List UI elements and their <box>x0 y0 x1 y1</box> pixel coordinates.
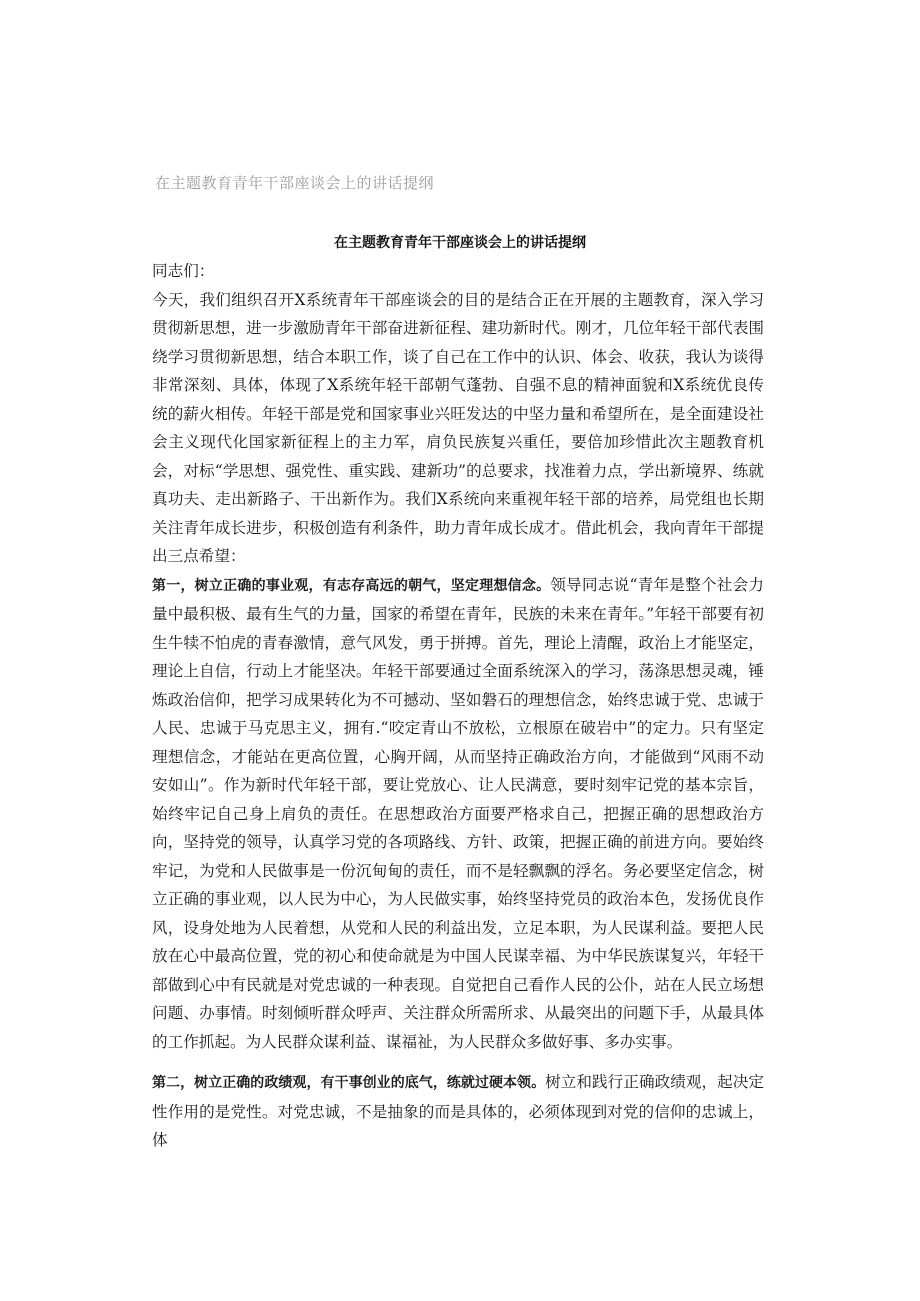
point-one-paragraph <box>152 571 764 1057</box>
header-title: 在主题教育青年干部座谈会上的讲话提纲 <box>155 174 435 192</box>
document-title: 在主题教育青年干部座谈会上的讲话提纲 <box>334 235 586 251</box>
document-body <box>152 257 764 1155</box>
intro-paragraph: 今天，我们组织召开X系统青年干部座谈会的目的是结合正在开展的主题教育，深入学习贯彻新思想，进一步激励青年干部奋进新征程、建功新时代。刚才，几位年轻干部代表围绕学习贯彻新思想，结合本职工作，谈了自己在工作中的认识、体会、收获，我认为谈得非常深刻、具体，体现了X系统年轻干部朝气蓬勃、自强不息的精神面貌和X系统优良传统的薪火相传。年轻干部是党和国家事业兴旺发达的中坚力量和希望所在，是全面建设社会主义现代化国家新征程上的主力军，肩负民族复兴重任，要倍加珍惜此次主题教育机会，对标“学思想、强党性、重实践、建新功”的总要求，找准着力点，学出新境界、练就真功夫、走出新路子、干出新作为。我们X系统向来重视年轻干部的培养，局党组也长期关注青年成长进步，积极创造有利条件，助力青年成长成才。借此机会，我向青年干部提出三点希望： <box>152 290 764 565</box>
point-one-lead: 第一，树立正确的事业观，有志存高远的朝气，坚定理想信念。 <box>152 577 551 594</box>
point-one-body: 领导同志说“青年是整个社会力量中最积极、最有生气的力量，国家的希望在青年，民族的未来在青年。”年轻干部要有初生牛犊不怕虎的青春激情，意气风发，勇于拼搏。首先，理论上清醒，政治上才能坚定，理论上自信，行动上才能坚决。年轻干部要通过全面系统深入的学习，荡涤思想灵魂，锤炼政治信仰，把学习成果转化为不可撼动、坚如磐石的理想信念，始终忠诚于党、忠诚于人民、忠诚于马克思主义，拥有.“咬定青山不放松，立根原在破岩中”的定力。只有坚定理想信念，才能站在更高位置，心胸开阔，从而坚持正确政治方向，才能做到“风雨不动安如山”。作为新时代年轻干部，要让党放心、让人民满意，要时刻牢记党的基本宗旨，始终牢记自己身上肩负的责任。在思想政治方面要严格求自己，把握正确的思想政治方向，坚持党的领导，认真学习党的各项路线、方针、政策，把握正确的前进方向。要始终牢记，为党和人民做事是一份沉甸甸的责任，而不是轻飘飘的浮名。务必要坚定信念，树立正确的事业观，以人民为中心，为人民做实事，始终坚持党员的政治本色，发扬优良作风，设身处地为人民着想，从党和人民的利益出发，立足本职，为人民谋利益。要把人民放在心中最高位置，党的初心和使命就是为中国人民谋幸福、为中华民族谋复兴，年轻干部做到心中有民就是对党忠诚的一种表现。自觉把自己看作人民的公仆，站在人民立场想问题、办事情。时刻倾听群众呼声、关注群众所需所求、从最突出的问题下手，从最具体的工作抓起。为人民群众谋利益、谋福祉，为人民群众多做好事、多办实事。 <box>152 575 764 1051</box>
salutation: 同志们： <box>152 262 215 280</box>
point-two-lead: 第二，树立正确的政绩观，有干事创业的底气，练就过硬本领。 <box>152 1075 546 1091</box>
point-two-paragraph <box>152 1068 764 1155</box>
point-two-body: 树立和践行正确政绩观，起决定性作用的是党性。对党忠诚，不是抽象的而是具体的，必须体现到对党的信仰的忠诚上，体 <box>152 1073 764 1149</box>
